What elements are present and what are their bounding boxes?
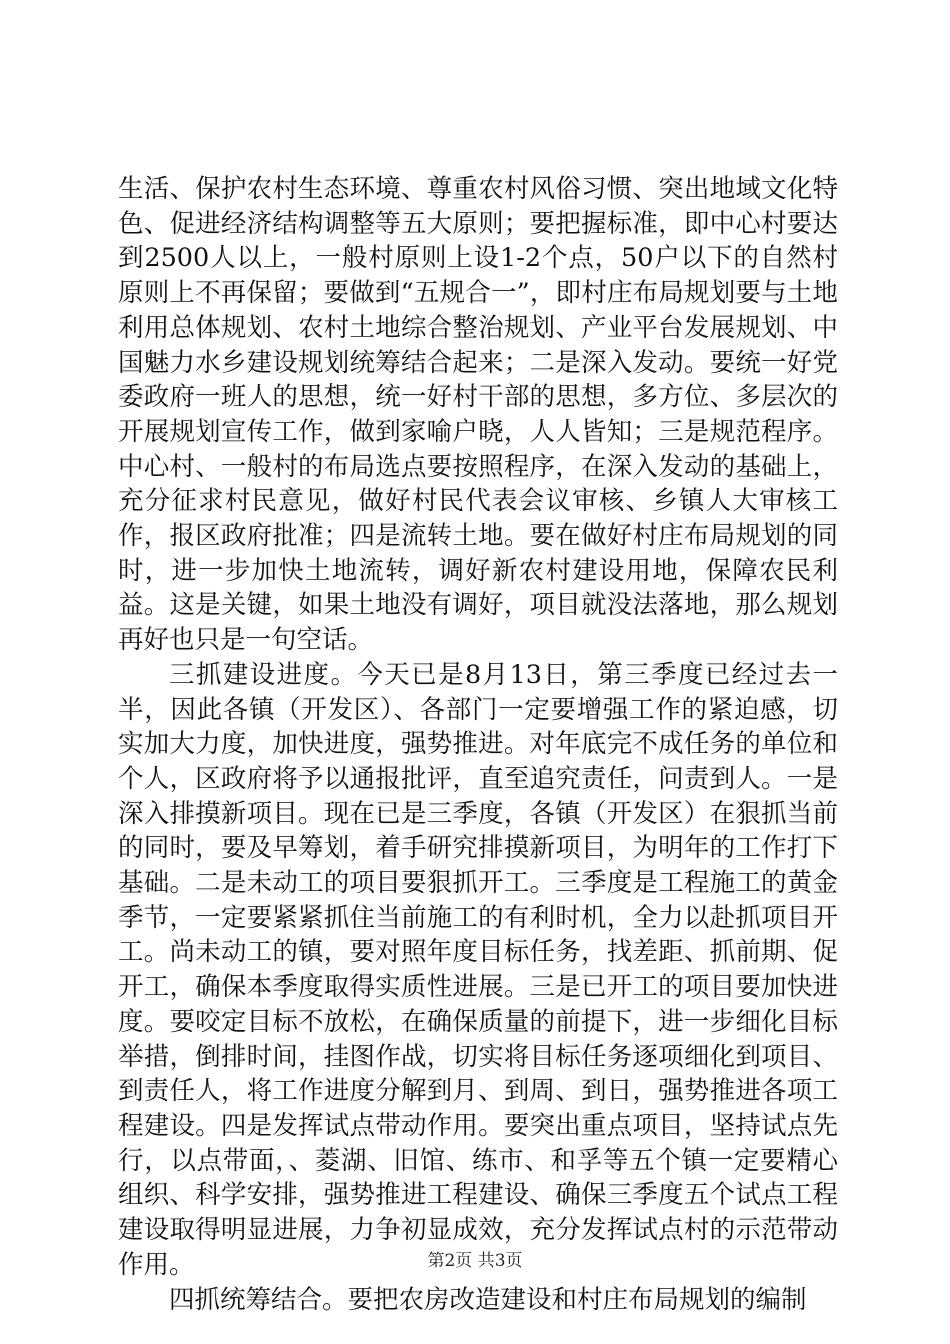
page-number-footer: 第2页 共3页: [427, 1251, 523, 1271]
document-body: [118, 172, 838, 1317]
paragraph-1: 生活、保护农村生态环境、尊重农村风俗习惯、突出地域文化特色、促进经济结构调整等五大原则；要把握标准，即中心村要达到2500人以上，一般村原则上设1-2个点，50户以下的自然村原则上不再保留；要做到“五规合一”，即村庄布局规划要与土地利用总体规划、农村土地综合整治规划、产业平台发展规划、中国魅力水乡建设规划统筹结合起来；二是深入发动。要统一好党委政府一班人的思想，统一好村干部的思想，多方位、多层次的开展规划宣传工作，做到家喻户晓，人人皆知；三是规范程序。中心村、一般村的布局选点要按照程序，在深入发动的基础上，充分征求村民意见，做好村民代表会议审核、乡镇人大审核工作，报区政府批准；四是流转土地。要在做好村庄布局规划的同时，进一步加快土地流转，调好新农村建设用地，保障农民利益。这是关键，如果土地没有调好，项目就没法落地，那么规划再好也只是一句空话。: [118, 174, 838, 656]
paragraph-2: 三抓建设进度。今天已是8月13日，第三季度已经过去一半，因此各镇（开发区）、各部门一定要增强工作的紧迫感，切实加大力度，加快进度，强势推进。对年底完不成任务的单位和个人，区政府将予以通报批评，直至追究责任，问责到人。一是深入排摸新项目。现在已是三季度，各镇（开发区）在狠抓当前的同时，要及早筹划，着手研究排摸新项目，为明年的工作打下基础。二是未动工的项目要狠抓开工。三季度是工程施工的黄金季节，一定要紧紧抓住当前施工的有利时机，全力以赴抓项目开工。尚未动工的镇，要对照年度目标任务，找差距、抓前期、促开工，确保本季度取得实质性进展。三是已开工的项目要加快进度。要咬定目标不放松，在确保质量的前提下，进一步细化目标举措，倒排时间，挂图作战，切实将目标任务逐项细化到项目、到责任人，将工作进度分解到月、到周、到日，强势推进各项工程建设。四是发挥试点带动作用。要突出重点项目，坚持试点先行，以点带面，、菱湖、旧馆、练市、和孚等五个镇一定要精心组织、科学安排，强势推进工程建设、确保三季度五个试点工程建设取得明显进展，力争初显成效，充分发挥试点村的示范带动作用。: [118, 659, 838, 1280]
paragraph-3: 四抓统筹结合。要把农房改造建设和村庄布局规划的编制: [169, 1284, 807, 1315]
